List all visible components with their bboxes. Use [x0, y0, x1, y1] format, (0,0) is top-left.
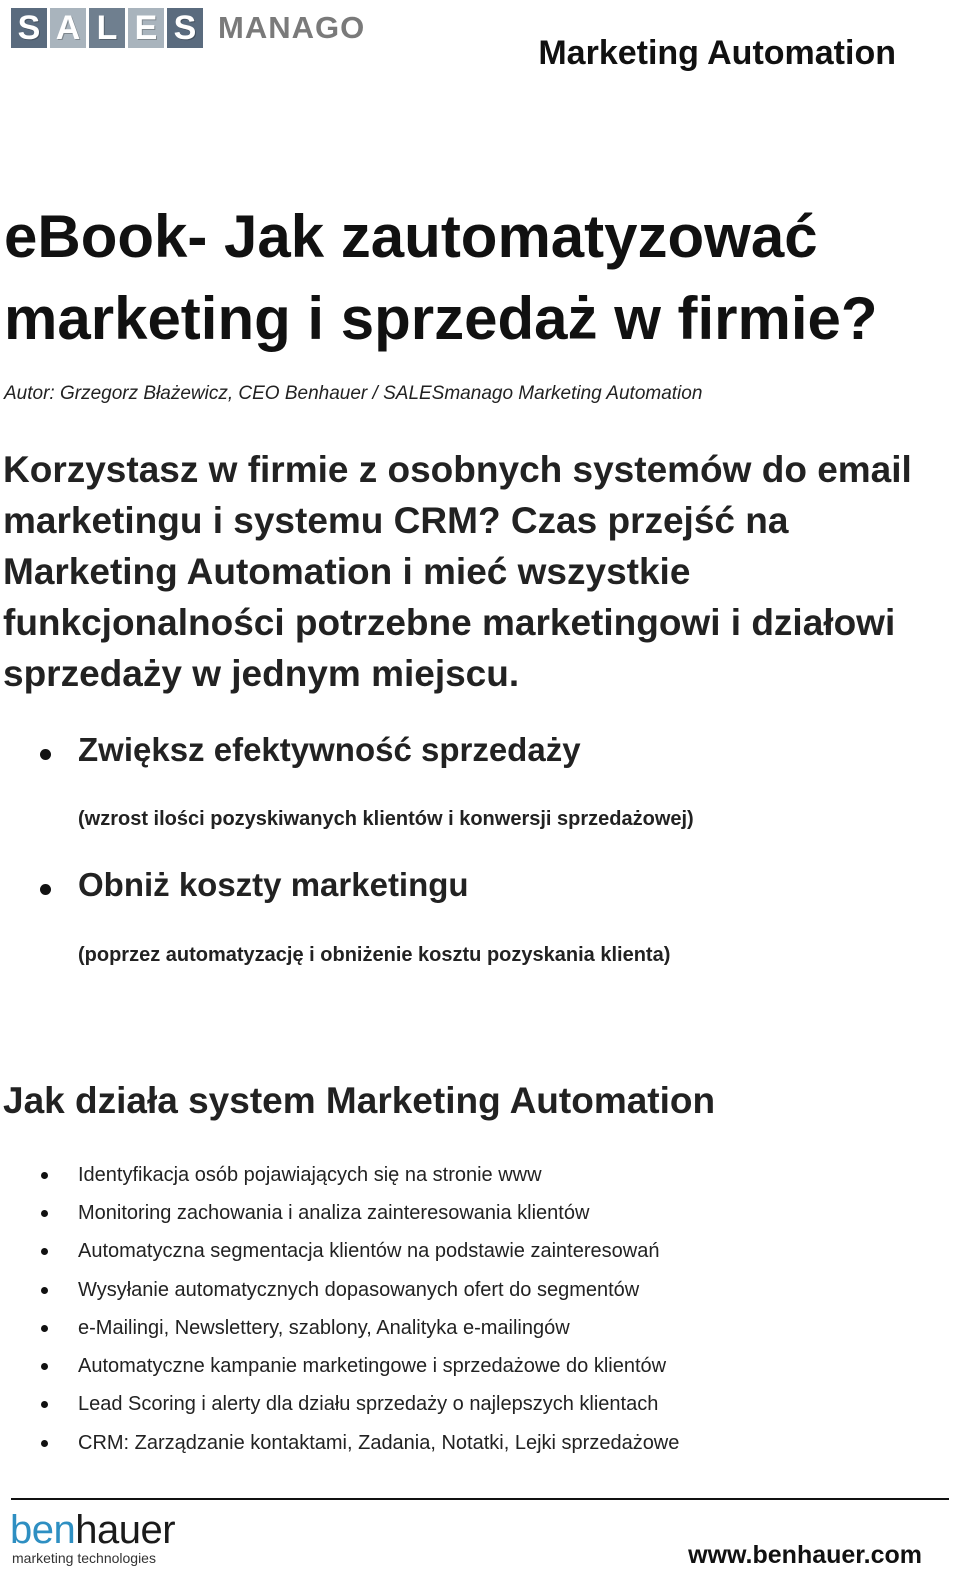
feature-text: e-Mailingi, Newslettery, szablony, Analityka e-mailingów	[78, 1316, 570, 1339]
footer-divider	[11, 1498, 949, 1500]
header-title: Marketing Automation	[538, 34, 896, 72]
brand-tagline: marketing technologies	[12, 1550, 156, 1566]
feature-text: Monitoring zachowania i analiza zainteresowania klientów	[78, 1201, 590, 1224]
bullet-icon	[41, 1172, 48, 1179]
document-title: eBook- Jak zautomatyzować marketing i sprzedaż w firmie?	[4, 203, 878, 352]
logo-tile-s1: S	[11, 8, 47, 48]
bullet-icon	[41, 1210, 48, 1217]
bullet-icon	[41, 1287, 48, 1294]
feature-text: CRM: Zarządzanie kontaktami, Zadania, Notatki, Lejki sprzedażowe	[78, 1431, 680, 1454]
list-item	[40, 1271, 940, 1309]
lead-paragraph: Korzystasz w firmie z osobnych systemów do email marketingu i systemu CRM? Czas przejść na Marketing Automation i mieć wszystkie funkcjonalności potrzebne marketingowi i działowi sprzedaży w jednym miejscu.	[3, 449, 912, 694]
feature-text: Identyfikacja osób pojawiających się na stronie www	[78, 1163, 542, 1186]
list-item	[40, 1386, 940, 1424]
author-line: Autor: Grzegorz Błażewicz, CEO Benhauer / SALESmanago Marketing Automation	[4, 383, 703, 404]
feature-list	[40, 1156, 940, 1462]
list-item	[40, 1309, 940, 1347]
feature-text: Wysyłanie automatycznych dopasowanych ofert do segmentów	[78, 1278, 640, 1301]
benefit-detail: (wzrost ilości pozyskiwanych klientów i konwersji sprzedażowej)	[78, 808, 694, 830]
logo-tile-s2: S	[167, 8, 203, 48]
bullet-icon	[40, 884, 51, 895]
benhauer-wordmark	[10, 1510, 175, 1550]
list-item	[40, 1424, 940, 1462]
benefit-detail: (poprzez automatyzację i obniżenie kosztu pozyskania klienta)	[78, 944, 671, 966]
logo-tile-a: A	[50, 8, 86, 48]
benefit-label: Zwiększ efektywność sprzedaży	[78, 731, 581, 768]
feature-text: Automatyczne kampanie marketingowe i sprzedażowe do klientów	[78, 1355, 667, 1378]
benhauer-logo	[10, 1510, 175, 1566]
feature-text: Lead Scoring i alerty dla działu sprzedaży o najlepszych klientach	[78, 1393, 659, 1416]
benefit-label: Obniż koszty marketingu	[78, 866, 469, 903]
list-item	[40, 1233, 940, 1271]
bullet-icon	[41, 1440, 48, 1447]
brand-part-ben: ben	[10, 1508, 76, 1552]
bullet-icon	[41, 1325, 48, 1332]
logo-suffix: MANAGO	[218, 10, 366, 45]
section-heading: Jak działa system Marketing Automation	[3, 1080, 716, 1121]
logo-tile-e: E	[128, 8, 164, 48]
list-item	[40, 1156, 940, 1194]
bullet-icon	[41, 1363, 48, 1370]
brand-part-hauer: hauer	[75, 1508, 176, 1552]
salesmanago-logo	[11, 8, 365, 48]
feature-text: Automatyczna segmentacja klientów na podstawie zainteresowań	[78, 1240, 660, 1263]
list-item	[40, 1347, 940, 1385]
list-item	[40, 1194, 940, 1232]
bullet-icon	[40, 749, 51, 760]
bullet-icon	[41, 1248, 48, 1255]
logo-tile-l: L	[89, 8, 125, 48]
bullet-icon	[41, 1401, 48, 1408]
footer-url: www.benhauer.com	[688, 1541, 922, 1569]
